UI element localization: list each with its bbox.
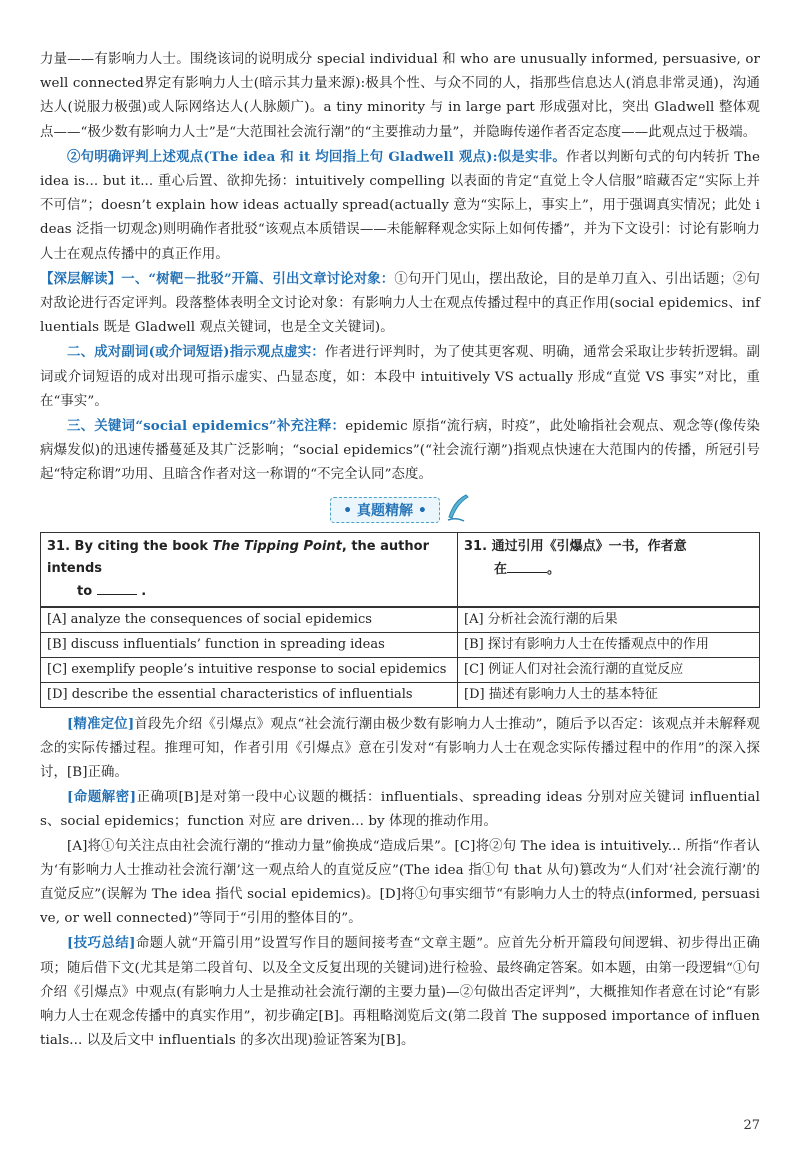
deep-reading-tag: 【深层解读】 [40,270,122,287]
option-row [41,682,760,707]
stem-zh-c: 。 [547,561,561,577]
page-body [40,48,760,1054]
analysis-tips [40,931,760,1053]
deep-reading-2-lead: 二、成对副词(或介词短语)指示观点虚实： [67,344,325,361]
stem-en-c: to [77,583,93,599]
option-en: [A] analyze the consequences of social epidemics [41,607,458,633]
deep-reading-1 [40,267,760,341]
question-table [40,532,760,708]
deep-reading-2-text: 作者进行评判时，为了使其更客观、明确，通常会采取让步转折逻辑。副词或介词短语的成对出现可指示虚实、凸显态度，如：本段中 intuitively VS actually 形成“直觉 VS 事实”对比，重在“事实”。 [40,345,761,409]
option-en: [C] exemplify people’s intuitive response to social epidemics [41,657,458,682]
deep-reading-1-text: ①句开门见山，摆出敌论，目的是单刀直入、引出话题；②句对敌论进行否定评判。段落整体表明全文讨论对象：有影响力人士在观点传播过程中的真正作用(social epidemics、influentials 既是 Gladwell 观点关键词，也是全文关键词)。 [40,271,760,336]
analysis-locate-tag: [精准定位] [67,715,135,732]
deep-reading-3-text: epidemic 原指“流行病，时疫”，此处喻指社会观点、观念等(像传染病爆发似)的迅速传播蔓延及其广泛影响；“social epidemics”(“社会流行潮”)指观点快速在大范围内的传播，所冠引号起“特定称谓”功用、且暗含作者对这一称谓的“不完全认同”态度。 [40,419,760,483]
option-en: [D] describe the essential characteristics of influentials [41,682,458,707]
question-stem-en: 31. By citing the book The Tipping Point, the author intends to . [41,532,458,607]
deep-reading-1-lead: 一、“树靶－批驳”开篇、引出文章讨论对象： [121,270,395,287]
page-number: 27 [743,1118,760,1133]
quill-pen-icon [444,493,470,527]
stem-zh-b: 在 [494,561,508,577]
analysis-tips-tag: [技巧总结] [67,935,136,952]
option-zh: [C] 例证人们对社会流行潮的直觉反应 [458,657,760,682]
deep-reading-3-lead: 三、关键词“social epidemics”补充注释： [67,418,346,435]
option-zh: [A] 分析社会流行潮的后果 [458,607,760,633]
section-title [40,494,760,526]
option-en: [B] discuss influentials’ function in spreading ideas [41,632,458,657]
option-row [41,607,760,633]
question-stem-zh [458,532,760,607]
option-zh: [D] 描述有影响力人士的基本特征 [458,682,760,707]
paragraph-2-lead: ②句明确评判上述观点(The idea 和 it 均回指上句 Gladwell 观点):似是实非。 [67,148,566,165]
analysis-decode-tag: [命题解密] [67,789,137,806]
option-row [41,632,760,657]
stem-en-book: The Tipping Point [212,538,342,554]
analysis-decode [40,785,760,834]
deep-reading-2 [40,340,760,414]
option-row [41,657,760,682]
stem-en-b: , the author intends [47,538,429,576]
section-title-label: • 真题精解 • [330,497,440,523]
paragraph-2 [40,145,760,267]
paragraph-1: 力量——有影响力人士。围绕该词的说明成分 special individual 和 who are unusually informed, persuasive, or well connected界定有影响力人士(暗示其力量来源):极具个性、与众不同的人，指那些信息达人(消息非常灵通)，沟通达人(说服力极强)或人际网络达人(人脉颇广)。a tiny minority 与 in large part 形成强对比，突出 Gladwell 整体观点——“极少数有影响力人士”是“大范围社会流行潮”的“主要推动力量”，并隐晦传递作者否定态度——此观点过于极端。 [40,52,760,140]
analysis-section [40,712,760,1054]
analysis-tips-text: 命题人就“开篇引用”设置写作目的题间接考查“文章主题”。应首先分析开篇段句间逻辑、初步得出正确项；随后借下文(尤其是第二段首句、以及全文反复出现的关键词)进行检验、最终确定答案。如本题，由第一段逻辑“①句介绍《引爆点》中观点(有影响力人士是推动社会流行潮的主要力量)—②句做出否定评判”，大概推知作者意在讨论“有影响力人士在观念传播中的真实作用”，初步确定[B]。再粗略浏览后文(第二段首 The supposed importance of influentials... 以及后文中 influentials 的多次出现)验证答案为[B]。 [40,936,760,1049]
analysis-decode-text: 正确项[B]是对第一段中心议题的概括：influentials、spreading ideas 分别对应关键词 influentials、social epidemics；function 对应 are driven... by 体现的推动作用。 [40,790,760,830]
option-zh: [B] 探讨有影响力人士在传播观点中的作用 [458,632,760,657]
analysis-locate-text: 首段先介绍《引爆点》观点“社会流行潮由极少数有影响力人士推动”，随后予以否定：该观点并未解释观念的实际传播过程。推理可知，作者引用《引爆点》意在引发对“有影响力人士在观念实际传播过程中的作用”的深入探讨，[B]正确。 [40,716,760,781]
stem-zh-a: 31. 通过引用《引爆点》一书，作者意 [464,538,687,554]
paragraph-2-text: 作者以判断句式的句内转折 The idea is... but it... 重心后置、欲抑先扬：intuitively compelling 以表面的肯定“直觉上令人信服”暗藏否定“实际上并不可信”；doesn’t explain how ideas actually spread(actually 意为“实际上，事实上”，用于强调真实情况；此处 ideas 泛指一切观念)则明确作者批驳“该观点本质错误——未能解释观念实际上如何传播”，并为下文设引：讨论有影响力人士在观点传播中的真正作用。 [40,149,760,262]
answer-blank [97,580,137,595]
answer-blank-zh [507,558,547,573]
analysis-locate [40,712,760,786]
analysis-distractors: [A]将①句关注点由社会流行潮的“推动力量”偷换成“造成后果”。[C]将②句 The idea is intuitively... 所指“作者认为‘有影响力人士推动社会流行潮’这一观点给人的直觉反应”(The idea 指①句 that 从句)篡改为“人们对‘社会流行潮’的直觉反应”(误解为 The idea 指代 social epidemics)。[D]将①句事实细节“有影响力人士的特点(informed, persuasive, or well connected)”等同于“引用的整体目的”。 [40,838,760,927]
stem-en-a: 31. By citing the book [47,538,213,554]
question-stem-row [41,532,760,607]
deep-reading-3 [40,414,760,488]
